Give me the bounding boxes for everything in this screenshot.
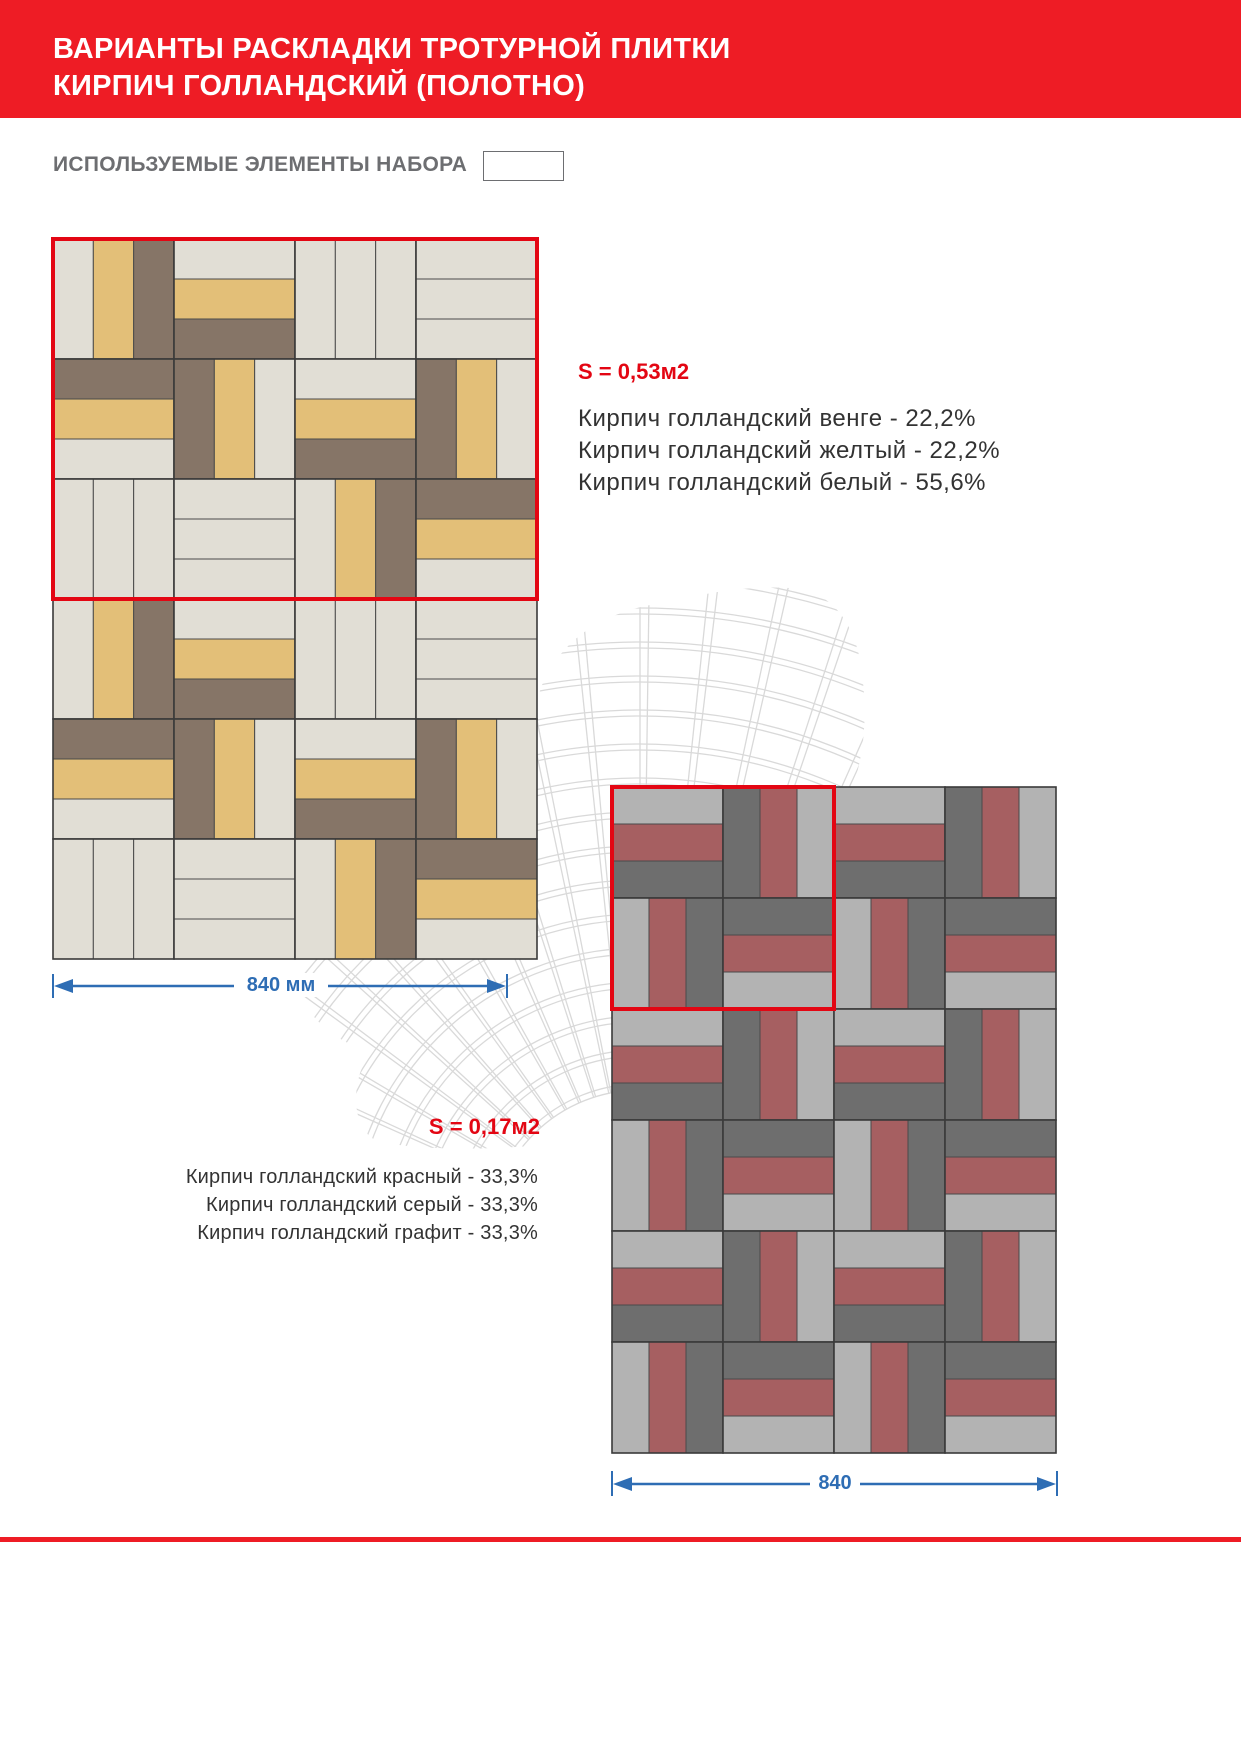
tile-yellow bbox=[416, 519, 537, 559]
layout-2-block bbox=[834, 1231, 945, 1342]
layout-1-block bbox=[295, 359, 416, 479]
tile-white bbox=[416, 559, 537, 599]
tile-white bbox=[295, 839, 335, 959]
layout-2-block bbox=[612, 1231, 723, 1342]
tile-grey bbox=[612, 1009, 723, 1046]
tile-grey bbox=[797, 787, 834, 898]
tile-venge bbox=[174, 359, 214, 479]
tile-grey bbox=[834, 787, 945, 824]
tile-venge bbox=[416, 479, 537, 519]
tile-red bbox=[723, 1379, 834, 1416]
tile-red bbox=[834, 824, 945, 861]
tile-grey bbox=[834, 1009, 945, 1046]
tile-venge bbox=[53, 719, 174, 759]
component-list-2 bbox=[60, 1163, 538, 1247]
tile-grey bbox=[723, 972, 834, 1009]
layout-1-block bbox=[295, 599, 416, 719]
title-line-2: КИРПИЧ ГОЛЛАНДСКИЙ (ПОЛОТНО) bbox=[53, 70, 586, 102]
tile-white bbox=[416, 919, 537, 959]
tile-white bbox=[416, 279, 537, 319]
tile-yellow bbox=[174, 639, 295, 679]
tile-white bbox=[335, 599, 375, 719]
tile-red bbox=[945, 935, 1056, 972]
tile-grey bbox=[612, 1342, 649, 1453]
tile-white bbox=[174, 479, 295, 519]
layout-2-block bbox=[945, 787, 1056, 898]
tile-yellow bbox=[456, 719, 496, 839]
layout-1-block bbox=[53, 359, 174, 479]
tile-red bbox=[982, 787, 1019, 898]
tile-venge bbox=[134, 239, 174, 359]
tile-white bbox=[93, 479, 133, 599]
tile-white bbox=[295, 599, 335, 719]
tile-white bbox=[53, 799, 174, 839]
arrowhead-left bbox=[613, 1477, 632, 1491]
tile-white bbox=[174, 839, 295, 879]
tile-venge bbox=[295, 439, 416, 479]
tile-white bbox=[93, 839, 133, 959]
title-line-1: ВАРИАНТЫ РАСКЛАДКИ ТРОТУРНОЙ ПЛИТКИ bbox=[53, 33, 731, 65]
tile-graphite bbox=[723, 1120, 834, 1157]
tile-yellow bbox=[53, 759, 174, 799]
tile-yellow bbox=[214, 719, 254, 839]
tile-grey bbox=[945, 1416, 1056, 1453]
tile-graphite bbox=[723, 1342, 834, 1379]
tile-venge bbox=[376, 479, 416, 599]
dimension-label-2: 840 bbox=[810, 1471, 860, 1495]
tile-grey bbox=[1019, 1009, 1056, 1120]
tile-red bbox=[834, 1046, 945, 1083]
tile-graphite bbox=[834, 1083, 945, 1120]
tile-white bbox=[174, 519, 295, 559]
area-label-1: S = 0,53м2 bbox=[578, 359, 690, 384]
layout-1-block bbox=[416, 359, 537, 479]
tile-grey bbox=[834, 1342, 871, 1453]
tile-white bbox=[416, 239, 537, 279]
layout-2-block bbox=[834, 787, 945, 898]
tile-graphite bbox=[945, 1009, 982, 1120]
tile-white bbox=[497, 719, 537, 839]
tile-graphite bbox=[723, 1231, 760, 1342]
tile-red bbox=[982, 1231, 1019, 1342]
tile-graphite bbox=[908, 898, 945, 1009]
tile-graphite bbox=[612, 861, 723, 898]
tile-graphite bbox=[834, 861, 945, 898]
tile-red bbox=[723, 935, 834, 972]
layout-2-block bbox=[945, 1231, 1056, 1342]
tile-graphite bbox=[686, 1120, 723, 1231]
footer-rule bbox=[0, 1537, 1241, 1542]
tile-grey bbox=[723, 1416, 834, 1453]
tile-red bbox=[612, 1268, 723, 1305]
layout-2-block bbox=[834, 898, 945, 1009]
tile-red bbox=[760, 1009, 797, 1120]
tile-white bbox=[376, 599, 416, 719]
tile-graphite bbox=[908, 1120, 945, 1231]
tile-grey bbox=[834, 1231, 945, 1268]
tile-grey bbox=[612, 1120, 649, 1231]
arrowhead-left bbox=[54, 979, 73, 993]
layout-2-block bbox=[723, 1009, 834, 1120]
component-line: Кирпич голландский белый - 55,6% bbox=[578, 469, 987, 496]
layout-1-block bbox=[174, 599, 295, 719]
tile-grey bbox=[834, 898, 871, 1009]
layout-1-block bbox=[53, 239, 174, 359]
layout-2-block bbox=[834, 1009, 945, 1120]
tile-graphite bbox=[723, 898, 834, 935]
tile-venge bbox=[53, 359, 174, 399]
tile-grey bbox=[723, 1194, 834, 1231]
tile-white bbox=[416, 679, 537, 719]
tile-grey bbox=[612, 1231, 723, 1268]
tile-white bbox=[174, 919, 295, 959]
tile-yellow bbox=[456, 359, 496, 479]
layout-2-block bbox=[723, 1342, 834, 1453]
tile-white bbox=[497, 359, 537, 479]
tile-yellow bbox=[53, 399, 174, 439]
tile-red bbox=[612, 824, 723, 861]
tile-graphite bbox=[945, 1231, 982, 1342]
layout-2-block bbox=[612, 787, 723, 898]
tile-white bbox=[53, 239, 93, 359]
layout-1-block bbox=[295, 479, 416, 599]
tile-white bbox=[53, 479, 93, 599]
tile-red bbox=[834, 1268, 945, 1305]
tile-white bbox=[295, 719, 416, 759]
tile-venge bbox=[295, 799, 416, 839]
tile-yellow bbox=[93, 599, 133, 719]
tile-yellow bbox=[335, 839, 375, 959]
component-line: Кирпич голландский венге - 22,2% bbox=[578, 405, 976, 432]
tile-grey bbox=[612, 898, 649, 1009]
tile-white bbox=[416, 319, 537, 359]
layout-1-block bbox=[174, 719, 295, 839]
layout-1-block bbox=[416, 599, 537, 719]
tile-white bbox=[335, 239, 375, 359]
layout-1-block bbox=[295, 839, 416, 959]
tile-white bbox=[53, 439, 174, 479]
layout-1-block bbox=[416, 479, 537, 599]
arrowhead-right bbox=[1037, 1477, 1056, 1491]
layout-2-block bbox=[723, 1120, 834, 1231]
tile-graphite bbox=[945, 1120, 1056, 1157]
tile-grey bbox=[834, 1120, 871, 1231]
tile-venge bbox=[174, 719, 214, 839]
tile-white bbox=[174, 599, 295, 639]
tile-venge bbox=[416, 839, 537, 879]
tile-graphite bbox=[723, 1009, 760, 1120]
layout-1-block bbox=[295, 239, 416, 359]
tile-grey bbox=[1019, 787, 1056, 898]
tile-yellow bbox=[295, 759, 416, 799]
dimension-label-1: 840 мм bbox=[234, 973, 328, 997]
layout-1-block bbox=[416, 239, 537, 359]
tile-red bbox=[649, 1342, 686, 1453]
tile-grey bbox=[797, 1231, 834, 1342]
tile-yellow bbox=[416, 879, 537, 919]
layout-1-block bbox=[53, 479, 174, 599]
tile-venge bbox=[416, 359, 456, 479]
layout-1-block bbox=[416, 719, 537, 839]
tile-graphite bbox=[908, 1342, 945, 1453]
tile-grey bbox=[945, 972, 1056, 1009]
tile-red bbox=[612, 1046, 723, 1083]
tile-white bbox=[416, 639, 537, 679]
layout-2-block bbox=[834, 1120, 945, 1231]
tile-white bbox=[295, 239, 335, 359]
tile-graphite bbox=[945, 787, 982, 898]
elements-box bbox=[483, 151, 564, 181]
tile-white bbox=[416, 599, 537, 639]
header-banner bbox=[0, 0, 1241, 118]
tile-graphite bbox=[612, 1305, 723, 1342]
layout-1-block bbox=[53, 599, 174, 719]
tile-red bbox=[760, 787, 797, 898]
component-line: Кирпич голландский красный - 33,3% bbox=[185, 1166, 538, 1188]
tile-graphite bbox=[945, 898, 1056, 935]
tile-graphite bbox=[945, 1342, 1056, 1379]
component-line: Кирпич голландский желтый - 22,2% bbox=[578, 437, 1001, 464]
layout-2-block bbox=[723, 1231, 834, 1342]
tile-white bbox=[255, 359, 295, 479]
tile-white bbox=[134, 839, 174, 959]
layout-2-block bbox=[945, 1342, 1056, 1453]
tile-red bbox=[982, 1009, 1019, 1120]
tile-grey bbox=[797, 1009, 834, 1120]
tile-white bbox=[376, 239, 416, 359]
layout-1-block bbox=[174, 239, 295, 359]
tile-white bbox=[53, 839, 93, 959]
tile-red bbox=[945, 1157, 1056, 1194]
area-label-2: S = 0,17м2 bbox=[428, 1114, 540, 1139]
layout-1-block bbox=[53, 719, 174, 839]
layout-1-block bbox=[416, 839, 537, 959]
layout-1-block bbox=[295, 719, 416, 839]
tile-red bbox=[945, 1379, 1056, 1416]
tile-white bbox=[134, 479, 174, 599]
layout-2-block bbox=[945, 1120, 1056, 1231]
layout-1-block bbox=[174, 479, 295, 599]
layout-2-block bbox=[945, 898, 1056, 1009]
tile-grey bbox=[612, 787, 723, 824]
tile-venge bbox=[174, 319, 295, 359]
component-line: Кирпич голландский серый - 33,3% bbox=[206, 1194, 538, 1216]
elements-label: ИСПОЛЬЗУЕМЫЕ ЭЛЕМЕНТЫ НАБОРА bbox=[53, 153, 468, 176]
layout-2-block bbox=[834, 1342, 945, 1453]
tile-white bbox=[174, 879, 295, 919]
layout-1-block bbox=[174, 359, 295, 479]
tile-red bbox=[649, 1120, 686, 1231]
layout-2-block bbox=[723, 898, 834, 1009]
tile-red bbox=[871, 898, 908, 1009]
layout-2-block bbox=[612, 1342, 723, 1453]
tile-white bbox=[295, 479, 335, 599]
tile-venge bbox=[134, 599, 174, 719]
layout-1-block bbox=[174, 839, 295, 959]
tile-venge bbox=[416, 719, 456, 839]
tile-white bbox=[174, 239, 295, 279]
tile-venge bbox=[376, 839, 416, 959]
layout-2-block bbox=[612, 1120, 723, 1231]
layout-1-grid bbox=[53, 239, 537, 959]
tile-graphite bbox=[723, 787, 760, 898]
layout-2-block bbox=[612, 1009, 723, 1120]
tile-white bbox=[174, 559, 295, 599]
component-line: Кирпич голландский графит - 33,3% bbox=[197, 1222, 538, 1244]
tile-grey bbox=[1019, 1231, 1056, 1342]
layout-1-block bbox=[53, 839, 174, 959]
layout-2-block bbox=[945, 1009, 1056, 1120]
component-list-1 bbox=[578, 403, 1000, 499]
tile-white bbox=[295, 359, 416, 399]
tile-yellow bbox=[295, 399, 416, 439]
tile-red bbox=[760, 1231, 797, 1342]
tile-red bbox=[649, 898, 686, 1009]
tile-yellow bbox=[214, 359, 254, 479]
tile-white bbox=[255, 719, 295, 839]
tile-red bbox=[871, 1342, 908, 1453]
tile-yellow bbox=[174, 279, 295, 319]
tile-graphite bbox=[612, 1083, 723, 1120]
tile-yellow bbox=[335, 479, 375, 599]
tile-graphite bbox=[834, 1305, 945, 1342]
tile-red bbox=[723, 1157, 834, 1194]
tile-grey bbox=[945, 1194, 1056, 1231]
tile-red bbox=[871, 1120, 908, 1231]
layout-2-grid bbox=[612, 787, 1056, 1453]
tile-yellow bbox=[93, 239, 133, 359]
tile-graphite bbox=[686, 898, 723, 1009]
tile-venge bbox=[174, 679, 295, 719]
tile-white bbox=[53, 599, 93, 719]
layout-2-block bbox=[723, 787, 834, 898]
layout-2-block bbox=[612, 898, 723, 1009]
tile-graphite bbox=[686, 1342, 723, 1453]
